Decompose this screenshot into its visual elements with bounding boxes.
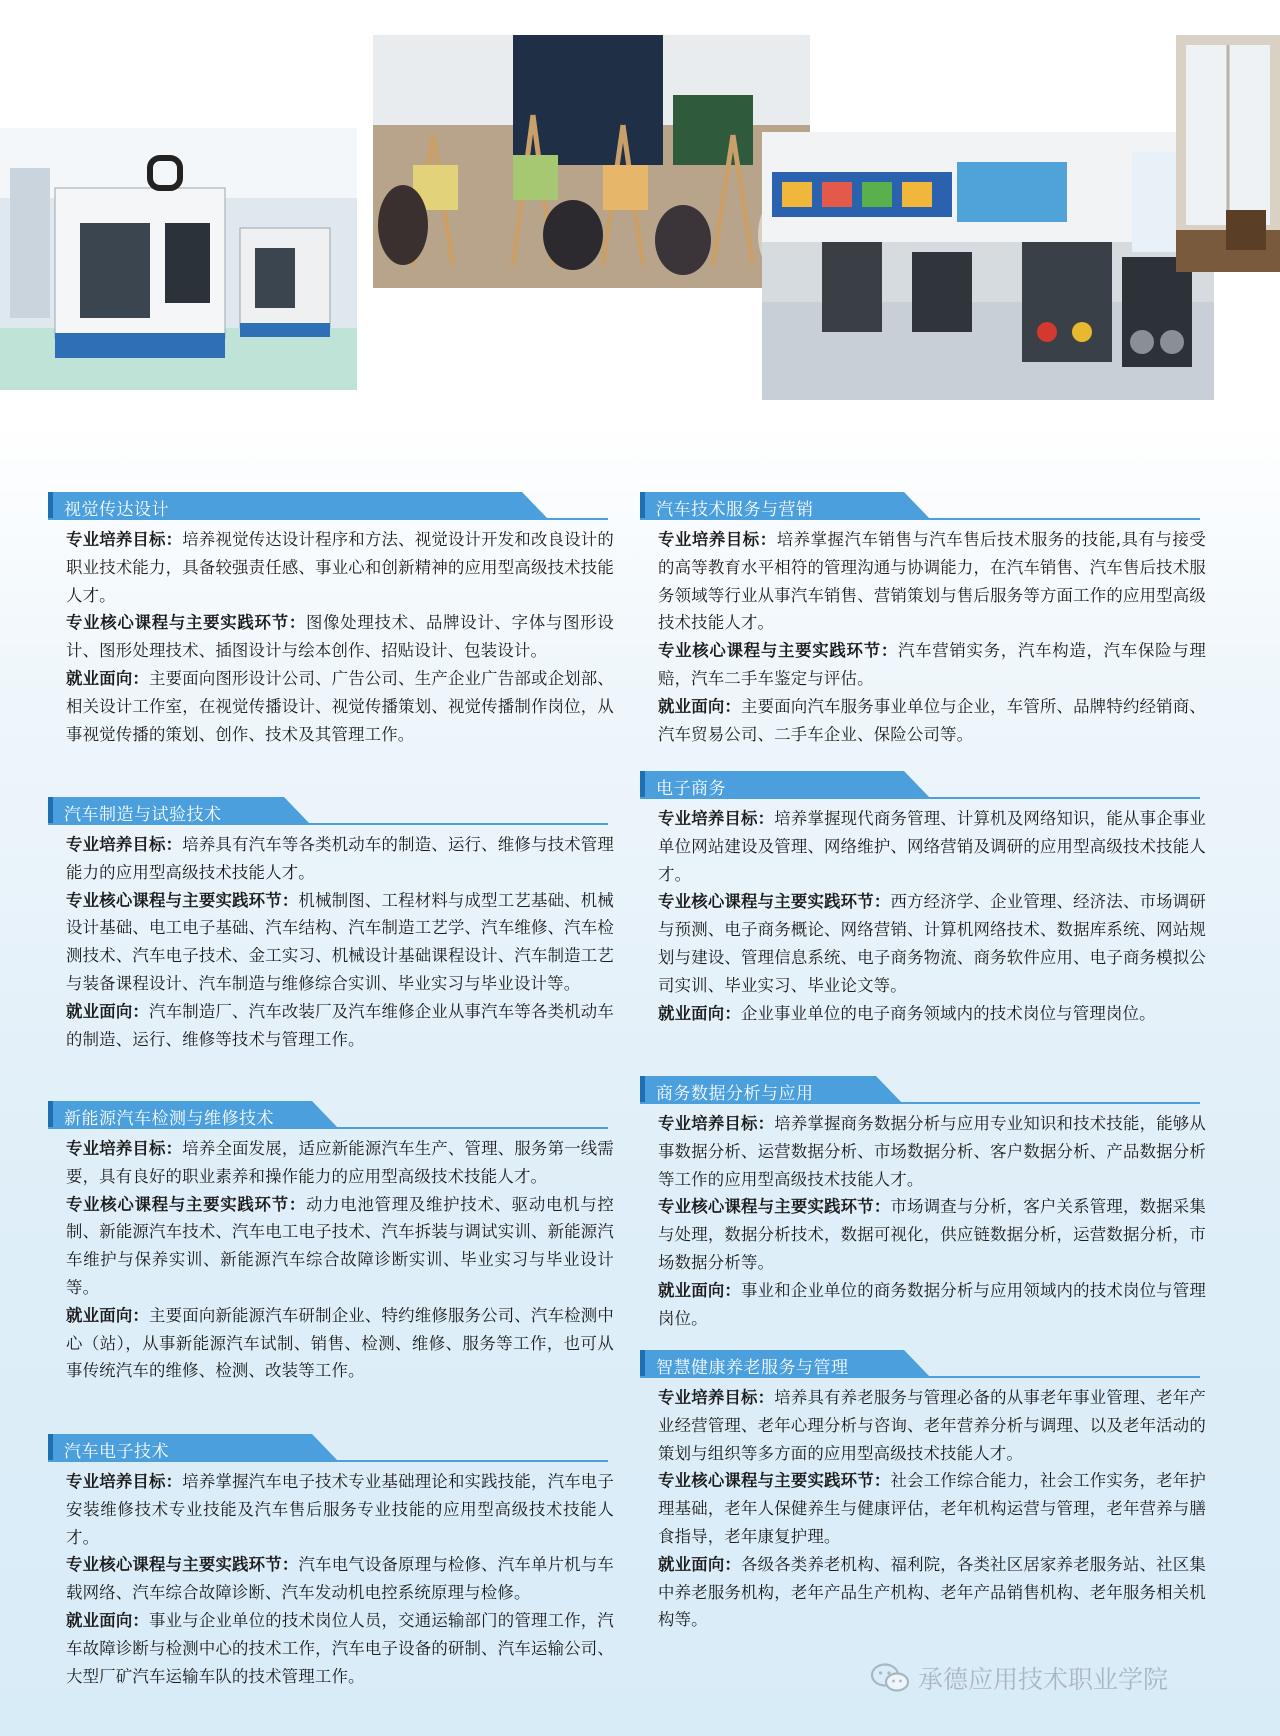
section-body [640,805,1206,1027]
training-goal: 专业培养目标：培养全面发展，适应新能源汽车生产、管理、服务第一线需要，具有良好的职业素养和操作能力的应用型高级技术技能人才。 [66,1139,614,1186]
section-title: 智慧健康养老服务与管理 [656,1358,849,1378]
employment-direction: 就业面向：企业事业单位的电子商务领域内的技术岗位与管理岗位。 [658,1003,1156,1023]
section-new-energy-vehicle [48,1101,614,1385]
employment-direction: 就业面向：主要面向汽车服务事业单位与企业，车管所、品牌特约经销商、汽车贸易公司、二手车企业、保险公司等。 [658,696,1206,744]
employment-direction: 就业面向：事业和企业单位的商务数据分析与应用领域内的技术岗位与管理岗位。 [658,1280,1206,1328]
section-visual-communication [48,492,614,748]
core-courses: 专业核心课程与主要实践环节：汽车电气设备原理与检修、汽车单片机与车载网络、汽车综合故障诊断、汽车发动机电控系统原理与检修。 [66,1555,614,1603]
photo-cnc-workshop [0,128,357,390]
training-goal: 专业培养目标：培养掌握汽车销售与汽车售后技术服务的技能,具有与接受的高等教育水平相符的管理沟通与协调能力，在汽车销售、汽车售后技术服务领域等行业从事汽车销售、营销策划与售后服务等方面工作的应用型高级技术技能人才。 [658,530,1206,633]
core-courses: 专业核心课程与主要实践环节：图像处理技术、品牌设计、字体与图形设计、图形处理技术、插图设计与绘本创作、招贴设计、包装设计。 [66,613,614,661]
training-goal: 专业培养目标：培养掌握现代商务管理、计算机及网络知识，能从事企事业单位网站建设及管理、网络维护、网络营销及调研的应用型高级技术技能人才。 [658,809,1206,884]
core-courses: 专业核心课程与主要实践环节：西方经济学、企业管理、经济法、市场调研与预测、电子商务概论、网络营销、计算机网络技术、数据库系统、网站规划与建设、管理信息系统、电子商务物流、商务软件应用、电子商务模拟公司实训、毕业实习、毕业论文等。 [658,892,1206,995]
wechat-icon [870,1662,910,1694]
wechat-watermark [870,1660,1168,1696]
section-auto-service-marketing [640,492,1206,748]
section-body [640,1384,1206,1634]
section-header [48,797,608,825]
training-goal: 专业培养目标：培养具有养老服务与管理必备的从事老年事业管理、老年产业经营管理、老年心理分析与咨询、老年营养分析与调理、以及老年活动的策划与组织等多方面的应用型高级技术技能人才。 [658,1388,1206,1463]
employment-direction: 就业面向：主要面向图形设计公司、广告公司、生产企业广告部或企划部、相关设计工作室，在视觉传播设计、视觉传播策划、视觉传播制作岗位，从事视觉传播的策划、创作、技术及其管理工作。 [66,668,614,744]
section-title: 视觉传达设计 [64,500,169,520]
training-goal: 专业培养目标：培养掌握汽车电子技术专业基础理论和实践技能，汽车电子安装维修技术专业技能及汽车售后服务专业技能的应用型高级技术技能人才。 [66,1472,614,1547]
training-goal: 专业培养目标：培养掌握商务数据分析与应用专业知识和技术技能，能够从事数据分析、运营数据分析、市场数据分析、客户数据分析、产品数据分析等工作的应用型高级技术技能人才。 [658,1114,1206,1189]
section-business-data-analysis [640,1076,1206,1332]
training-goal: 专业培养目标：培养视觉传达设计程序和方法、视觉设计开发和改良设计的职业技术能力，具备较强责任感、事业心和创新精神的应用型高级技术技能人才。 [66,530,614,605]
section-body [48,1135,614,1385]
core-courses: 专业核心课程与主要实践环节：动力电池管理及维护技术、驱动电机与控制、新能源汽车技术、汽车电工电子技术、汽车拆装与调试实训、新能源汽车维护与保养实训、新能源汽车综合故障诊断实训、毕业实习与毕业设计等。 [66,1194,614,1297]
section-body [48,526,614,748]
section-title: 电子商务 [656,779,726,799]
training-goal: 专业培养目标：培养具有汽车等各类机动车的制造、运行、维修与技术管理能力的应用型高级技术技能人才。 [66,835,614,882]
section-body [48,1468,614,1690]
section-header [640,492,1200,520]
photo-auto-lab [762,132,1214,400]
core-courses: 专业核心课程与主要实践环节：市场调查与分析，客户关系管理，数据采集与处理，数据分析技术，数据可视化，供应链数据分析，运营数据分析，市场数据分析等。 [658,1197,1206,1272]
section-smart-elderly-care [640,1350,1206,1634]
section-title: 汽车电子技术 [64,1442,169,1462]
section-header [48,1101,608,1129]
employment-direction: 就业面向：主要面向新能源汽车研制企业、特约维修服务公司、汽车检测中心（站），从事新能源汽车试制、销售、检测、维修、服务等工作，也可从事传统汽车的维修、检测、改装等工作。 [66,1305,614,1381]
watermark-text: 承德应用技术职业学院 [917,1665,1168,1694]
core-courses: 专业核心课程与主要实践环节：社会工作综合能力，社会工作实务，老年护理基础，老年人保健养生与健康评估，老年机构运营与管理，老年营养与膳食指导，老年康复护理。 [658,1471,1206,1546]
section-header [640,1350,1200,1378]
section-header [640,771,1200,799]
section-title: 新能源汽车检测与维修技术 [64,1109,274,1129]
section-title: 汽车制造与试验技术 [64,805,222,825]
section-header [48,1434,608,1462]
section-auto-manufacturing [48,797,614,1053]
section-body [640,526,1206,748]
section-header [48,492,608,520]
section-auto-electronics [48,1434,614,1690]
employment-direction: 就业面向：汽车制造厂、汽车改装厂及汽车维修企业从事汽车等各类机动车的制造、运行、维修等技术与管理工作。 [66,1001,614,1049]
section-body [640,1110,1206,1332]
section-body [48,831,614,1053]
photo-art-studio [373,35,810,288]
section-title: 汽车技术服务与营销 [656,500,814,520]
employment-direction: 就业面向：事业与企业单位的技术岗位人员，交通运输部门的管理工作，汽车故障诊断与检测中心的技术工作，汽车电子设备的研制、汽车运输公司、大型厂矿汽车运输车队的技术管理工作。 [66,1610,614,1686]
employment-direction: 就业面向：各级各类养老机构、福利院，各类社区居家养老服务站、社区集中养老服务机构，老年产品生产机构、老年产品销售机构、老年服务相关机构等。 [658,1554,1206,1630]
section-e-commerce [640,771,1206,1027]
core-courses: 专业核心课程与主要实践环节：汽车营销实务，汽车构造，汽车保险与理赔，汽车二手车鉴定与评估。 [658,641,1206,688]
core-courses: 专业核心课程与主要实践环节：机械制图、工程材料与成型工艺基础、机械设计基础、电工电子基础、汽车结构、汽车制造工艺学、汽车维修、汽车检测技术、汽车电子技术、金工实习、机械设计基础课程设计、汽车制造工艺与装备课程设计、汽车制造与维修综合实训、毕业实习与毕业设计等。 [66,890,614,993]
section-header [640,1076,1200,1104]
section-title: 商务数据分析与应用 [656,1084,814,1104]
photo-classroom-corner [1176,35,1280,272]
